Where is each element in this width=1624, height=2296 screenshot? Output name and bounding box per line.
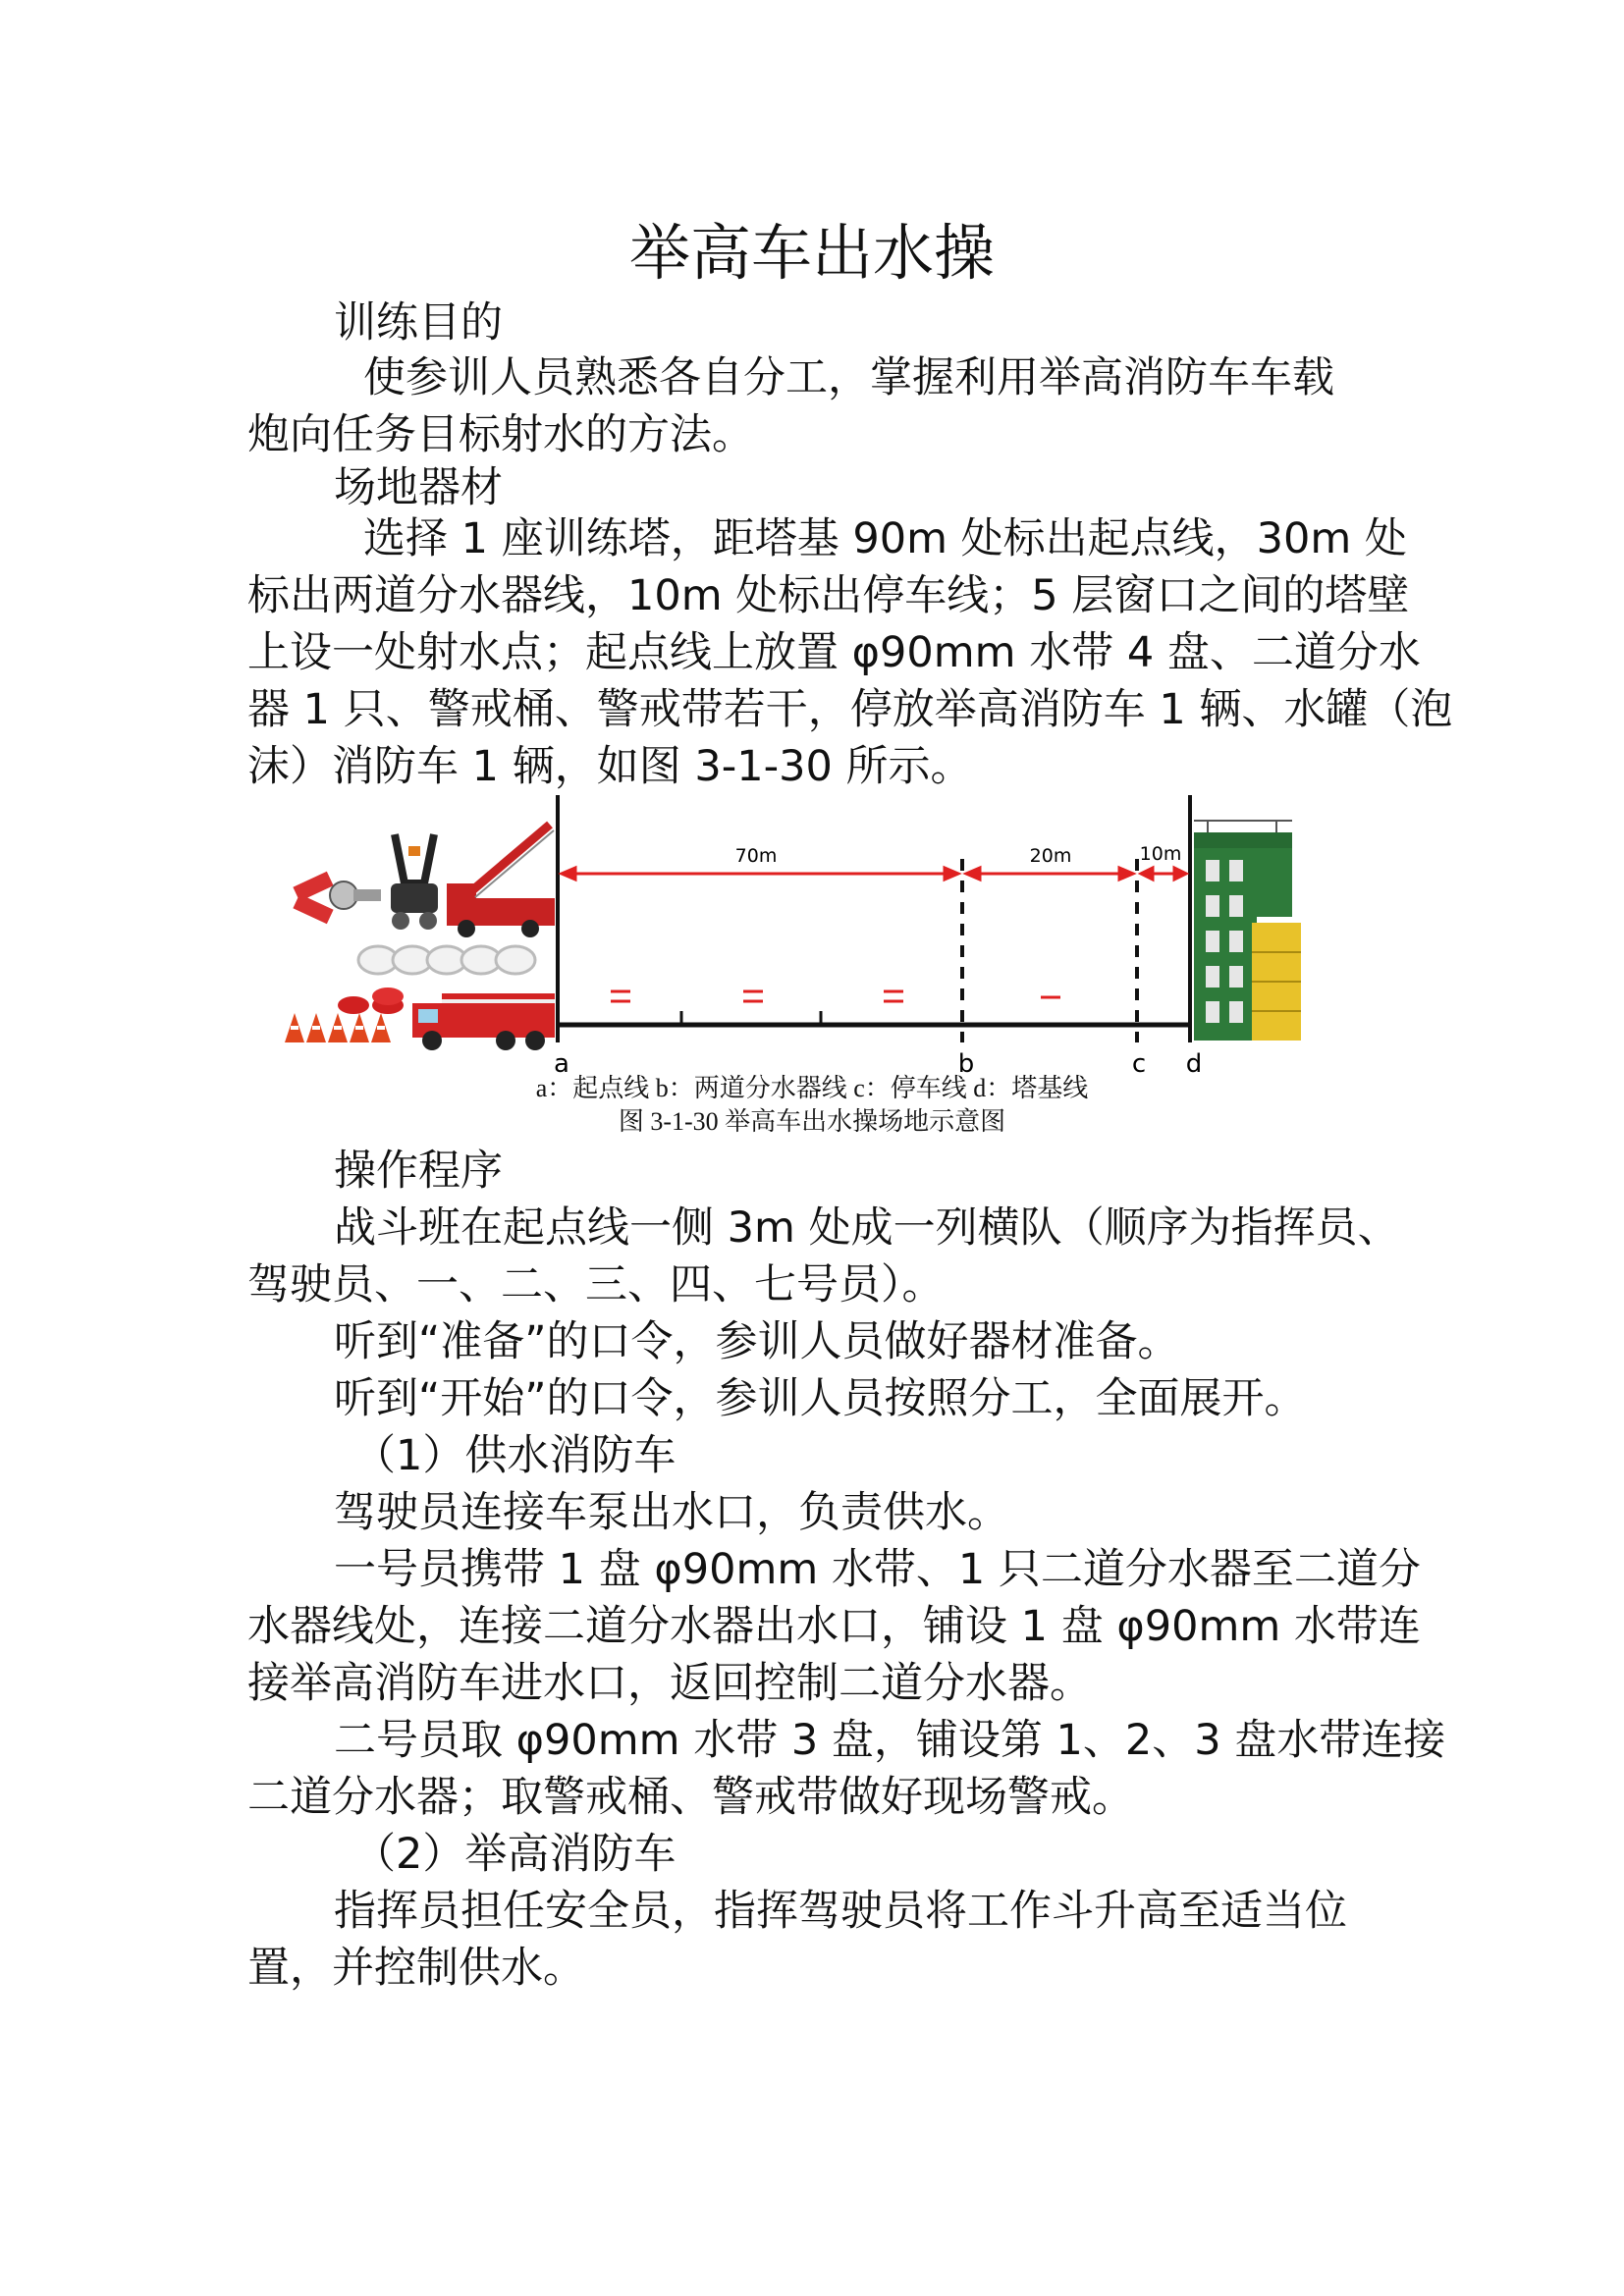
traffic-cones-icon: [285, 1013, 391, 1042]
warning-barrel-icon: [338, 988, 404, 1014]
page-title: 举高车出水操: [628, 217, 995, 289]
figure-caption: 图 3-1-30 举高车出水操场地示意图: [618, 1107, 1006, 1136]
hose-rolls-icon: [358, 946, 535, 974]
figure-legend: a：起点线 b：两道分水器线 c：停车线 d：塔基线: [535, 1074, 1089, 1102]
aerial-truck-icon: [447, 825, 555, 937]
safety-harness-icon: [391, 834, 438, 930]
paragraph-line: 使参训人员熟悉各自分工，掌握利用举高消防车车载: [363, 353, 1334, 402]
hose-segments: [611, 991, 1060, 1001]
distance-arrows: [562, 868, 1186, 880]
paragraph-line: 一号员携带 1 盘 φ90mm 水带、1 只二道分水器至二道分: [334, 1545, 1421, 1594]
subheading: （1）供水消防车: [353, 1431, 677, 1480]
distance-label: 20m: [1029, 845, 1072, 867]
procedure-heading: 操作程序: [334, 1147, 503, 1196]
paragraph-line: 水器线处，连接二道分水器出水口，铺设 1 盘 φ90mm 水带连: [247, 1602, 1421, 1651]
subheading: （2）举高消防车: [353, 1830, 677, 1879]
line-letter-b: b: [957, 1049, 975, 1079]
line-letter-c: c: [1131, 1049, 1147, 1079]
paragraph-line: 听到“开始”的口令，参训人员按照分工，全面展开。: [334, 1374, 1307, 1423]
paragraph-line: 二道分水器；取警戒桶、警戒带做好现场警戒。: [247, 1773, 1134, 1822]
line-letter-d: d: [1185, 1049, 1203, 1079]
paragraph-line: 沫）消防车 1 辆，如图 3-1-30 所示。: [247, 742, 973, 791]
distance-label: 10m: [1139, 843, 1182, 865]
water-divider-icon: [293, 872, 381, 925]
paragraph-line: 驾驶员、一、二、三、四、七号员）。: [247, 1260, 945, 1309]
paragraph-line: 上设一处射水点；起点线上放置 φ90mm 水带 4 盘、二道分水: [247, 628, 1421, 677]
paragraph-line: 器 1 只、警戒桶、警戒带若干，停放举高消防车 1 辆、水罐（泡: [247, 685, 1453, 734]
purpose-heading: 训练目的: [334, 298, 503, 347]
paragraph-line: 标出两道分水器线，10m 处标出停车线；5 层窗口之间的塔壁: [247, 571, 1410, 620]
distance-label: 70m: [734, 845, 778, 867]
training-tower-icon: [1194, 821, 1301, 1041]
paragraph-line: 指挥员担任安全员，指挥驾驶员将工作斗升高至适当位: [334, 1887, 1347, 1936]
paragraph-line: 炮向任务目标射水的方法。: [247, 410, 754, 459]
paragraph-line: 置，并控制供水。: [247, 1944, 585, 1993]
paragraph-line: 选择 1 座训练塔，距塔基 90m 处标出起点线，30m 处: [363, 514, 1407, 563]
paragraph-line: 接举高消防车进水口，返回控制二道分水器。: [247, 1659, 1092, 1708]
paragraph-line: 听到“准备”的口令，参训人员做好器材准备。: [334, 1317, 1180, 1366]
paragraph-line: 战斗班在起点线一侧 3m 处成一列横队（顺序为指挥员、: [334, 1203, 1400, 1253]
equipment-illustrations: [285, 825, 555, 1050]
water-tanker-truck-icon: [412, 993, 555, 1050]
paragraph-line: 二号员取 φ90mm 水带 3 盘，铺设第 1、2、3 盘水带连接: [334, 1716, 1446, 1765]
line-letter-a: a: [554, 1049, 569, 1079]
site-heading: 场地器材: [334, 463, 503, 512]
paragraph-line: 驾驶员连接车泵出水口，负责供水。: [334, 1488, 1009, 1537]
